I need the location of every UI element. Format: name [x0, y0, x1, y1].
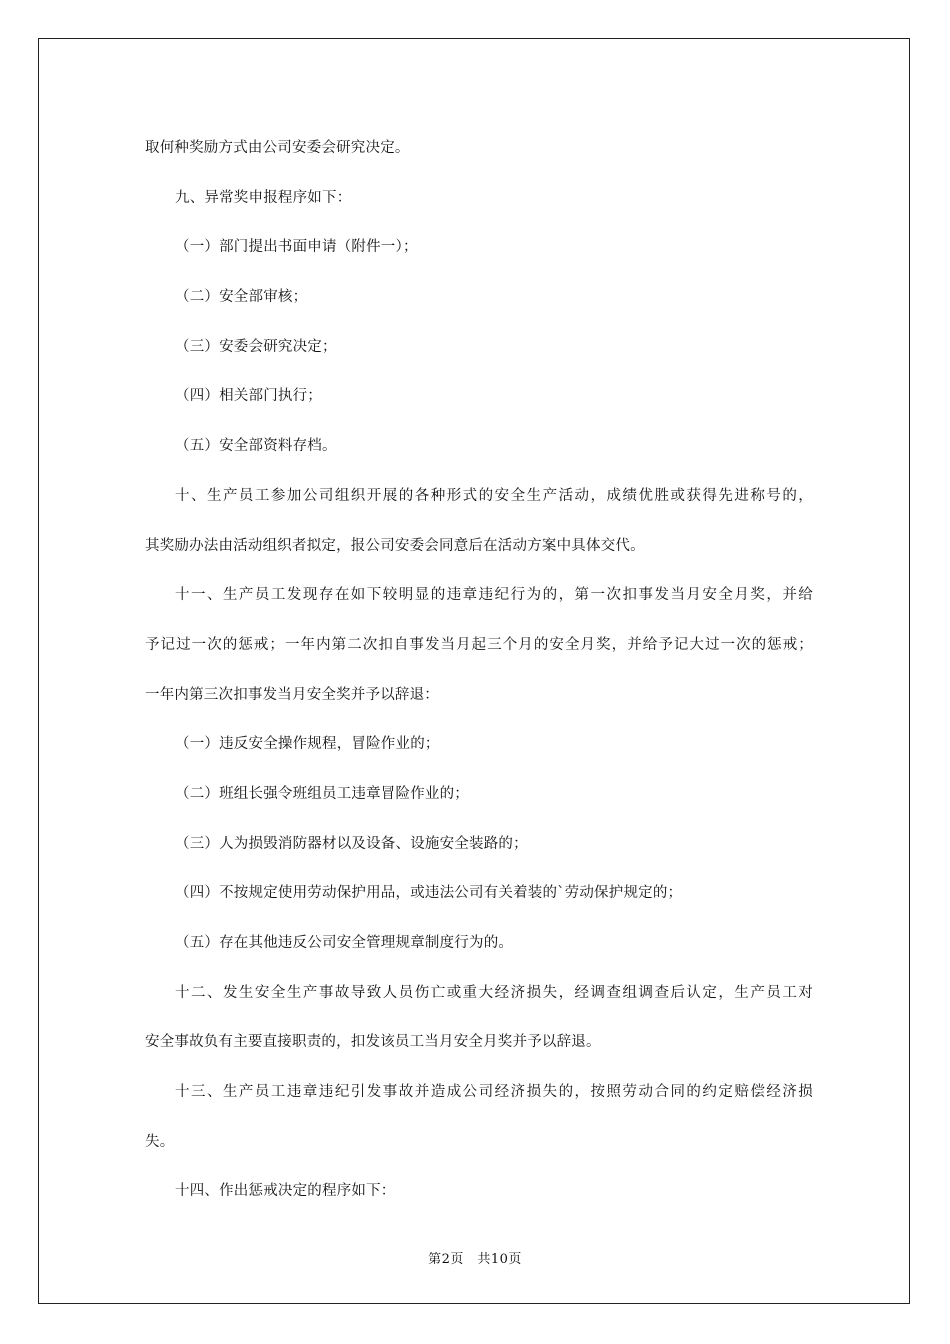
section-12-line: 十二、发生安全生产事故导致人员伤亡或重大经济损失，经调查组调查后认定，生产员工对 [175, 984, 813, 1001]
list-item: （四）不按规定使用劳动保护用品，或违法公司有关着装的`劳动保护规定的； [175, 885, 683, 902]
section-11-line: 予记过一次的惩戒；一年内第二次扣自事发当月起三个月的安全月奖，并给予记大过一次的惩戒； [145, 636, 813, 653]
section-13-line: 十三、生产员工违章违纪引发事故并造成公司经济损失的，按照劳动合同的约定赔偿经济损 [175, 1084, 813, 1101]
section-11-line: 十一、生产员工发现存在如下较明显的违章违纪行为的，第一次扣事发当月安全月奖，并给 [175, 587, 813, 604]
list-item: （一）部门提出书面申请（附件一）； [175, 239, 418, 256]
list-item: （三）安委会研究决定； [175, 338, 337, 355]
section-10-line: 十、生产员工参加公司组织开展的各种形式的安全生产活动，成绩优胜或获得先进称号的， [175, 487, 813, 504]
paragraph-line: 取何种奖励方式由公司安委会研究决定。 [145, 140, 410, 156]
list-item: （五）安全部资料存档。 [175, 438, 337, 455]
list-item: （二）安全部审核； [175, 289, 308, 306]
section-13-line: 失。 [145, 1133, 175, 1150]
document-body [145, 124, 813, 1217]
list-item: （三）人为损毁消防器材以及设备、设施安全装路的； [175, 835, 528, 852]
list-item: （四）相关部门执行； [175, 388, 322, 405]
list-item: （二）班组长强令班组员工违章冒险作业的； [175, 785, 469, 802]
section-12-line: 安全事故负有主要直接职责的，扣发该员工当月安全月奖并予以辞退。 [145, 1034, 601, 1051]
page-number-footer: 第2页 共10页 [428, 1252, 522, 1267]
section-heading-14: 十四、作出惩戒决定的程序如下： [175, 1183, 396, 1200]
section-11-line: 一年内第三次扣事发当月安全奖并予以辞退： [145, 686, 439, 703]
list-item: （五）存在其他违反公司安全管理规章制度行为的。 [175, 935, 514, 951]
section-10-line: 其奖励办法由活动组织者拟定，报公司安委会同意后在活动方案中具体交代。 [145, 537, 645, 554]
section-heading-9: 九、异常奖申报程序如下： [175, 189, 352, 206]
list-item: （一）违反安全操作规程，冒险作业的； [175, 736, 440, 753]
